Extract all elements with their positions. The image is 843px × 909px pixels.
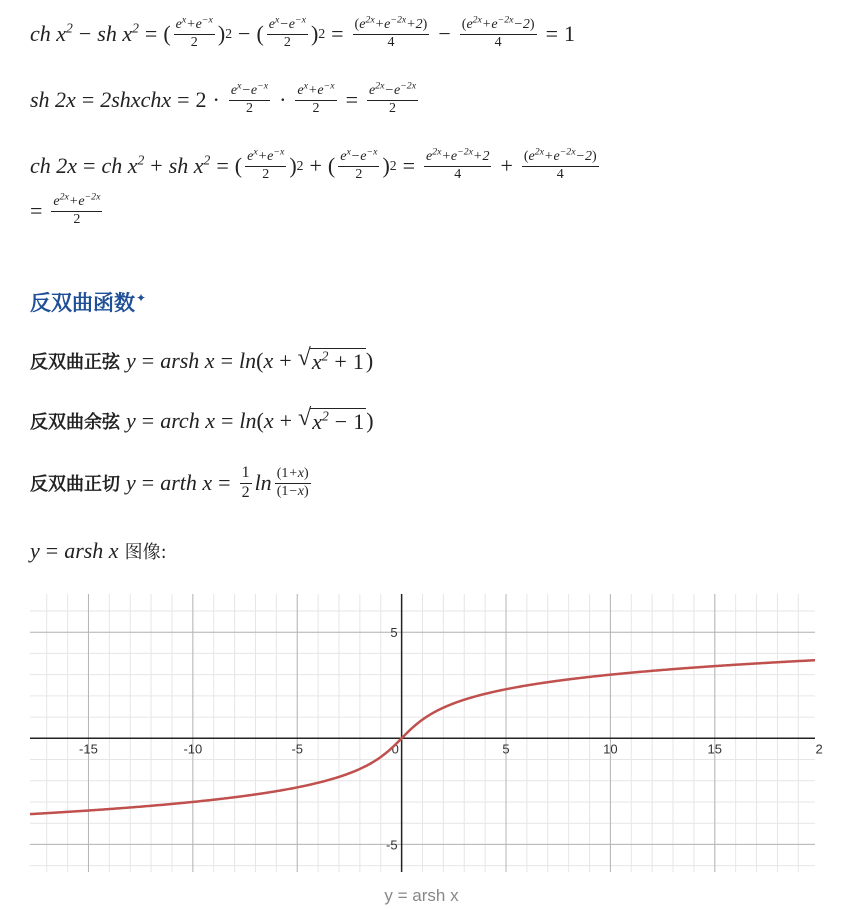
arch-definition: 反双曲余弦 y = arch x = ln ( x + √ $x^2 - 1$ ) — [30, 405, 374, 434]
identity-ch-2x-result: = $\frac{e^{2x}+e^{-2x}}{2}$ — [30, 191, 101, 227]
identity-ch-sq-minus-sh-sq: ch $x^2$ − sh $x^2$ = ( $\frac{e^x+e^{-x}}{2}$ ) 2 − ( $\frac{e^x-e^{-x}}{2}$ ) 2 = $\frac{(e^{2x}+e^{-2x}+2)}{4}$ − $\frac{(e^{2x}+e^{-2x}-2)}{4}$ = 1 — [30, 14, 575, 50]
section-heading — [30, 287, 146, 317]
arsh-definition: 反双曲正弦 y = arsh x = ln ( x + √ $x^2 + 1$ ) — [30, 345, 374, 374]
arsh-graph — [30, 594, 823, 872]
x-tick-label: 15 — [707, 741, 723, 757]
arch-label: 反双曲余弦 — [30, 411, 120, 433]
graph-intro: y = arsh x 图像: — [30, 538, 167, 563]
x-tick-label: -10 — [183, 741, 203, 757]
y-tick-label: -5 — [386, 837, 398, 853]
arth-label: 反双曲正切 — [30, 474, 120, 496]
y-tick-label: 5 — [390, 625, 398, 641]
heading-mark: ✦ — [136, 291, 147, 305]
x-tick-label: 0 — [391, 741, 399, 757]
x-tick-label: 10 — [603, 741, 618, 757]
x-tick-label: -15 — [79, 741, 98, 757]
graph-caption: y = arsh x — [384, 886, 459, 905]
x-tick-label: -5 — [291, 741, 304, 757]
identity-ch-2x: ch 2x = ch $x^2$ + sh $x^2$ = ( $\frac{e^x+e^{-x}}{2}$ ) 2 + ( $\frac{e^x-e^{-x}}{2}$ ) 2 = $\frac{e^{2x}+e^{-2x}+2}{4}$ + $\frac{(e^{2x}+e^{-2x}-2)}{4}$ — [30, 146, 597, 182]
arsh-label: 反双曲正弦 — [30, 351, 120, 373]
graph-intro-text: 图像: — [124, 542, 167, 563]
arth-definition: 反双曲正切 y = arth x = $\frac{1}{2}$ ln $\frac{(1+x)}{(1-x)}$ — [30, 464, 309, 501]
identity-sh-2x: sh 2x = 2shxchx = 2 · $\frac{e^x-e^{-x}}{2}$ · $\frac{e^x+e^{-x}}{2}$ = $\frac{e^{2x}-e^{-2x}}{2}$ — [30, 80, 417, 116]
x-tick-label: 5 — [502, 741, 510, 757]
x-tick-label: 2 — [815, 741, 823, 757]
heading-title: 反双曲函数 — [30, 291, 135, 315]
